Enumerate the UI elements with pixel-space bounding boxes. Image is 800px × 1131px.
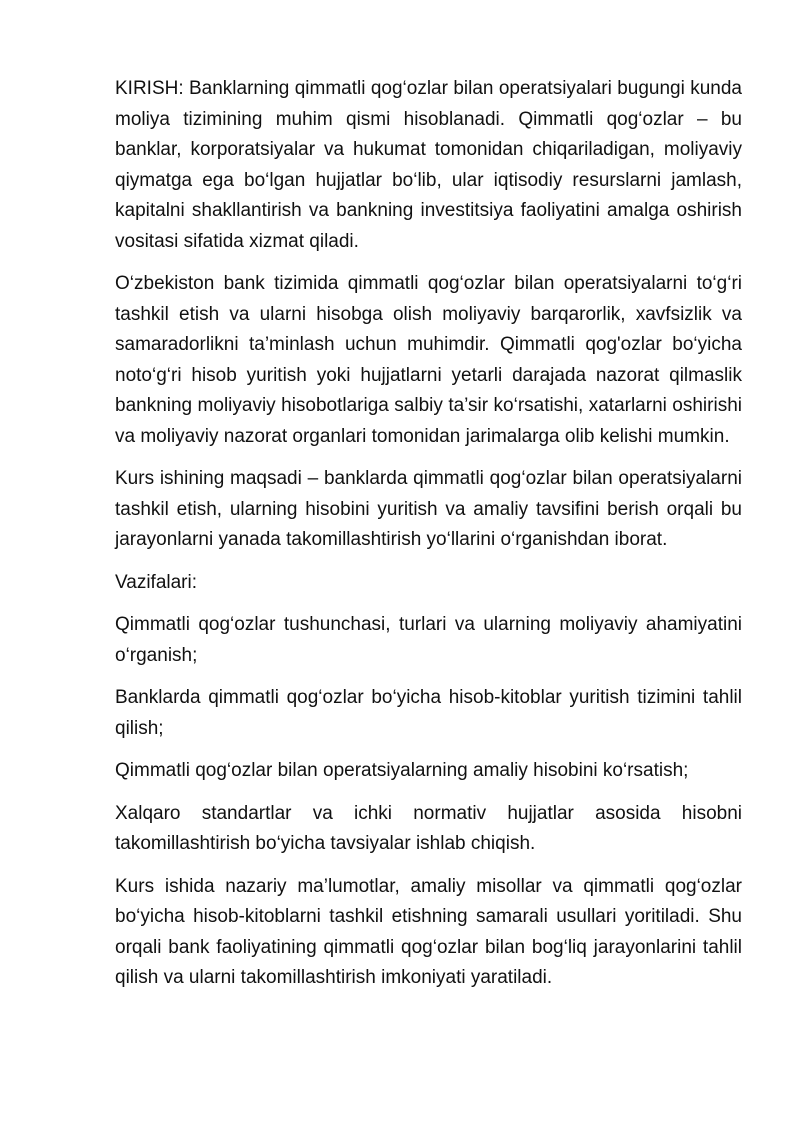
task-item-2: Banklarda qimmatli qog‘ozlar bo‘yicha hisob-kitoblar yuritish tizimini tahlil qilish; — [115, 687, 742, 739]
intro-paragraph: KIRISH: Banklarning qimmatli qog‘ozlar bilan operatsiyalari bugungi kunda moliya tizimining muhim qismi hisoblanadi. Qimmatli qog‘ozlar – bu banklar, korporatsiyalar va hukumat tomonidan chiqariladigan, moliyaviy qiymatga ega bo‘lgan hujjatlar bo‘lib, ular iqtisodiy resurslarni jamlash, kapitalni shakllantirish va bankning investitsiya faoliyatini amalga oshirish vositasi sifatida xizmat qiladi. — [115, 78, 742, 252]
document-page — [115, 74, 742, 1006]
tasks-heading: Vazifalari: — [115, 571, 198, 593]
conclusion-paragraph: Kurs ishida nazariy ma’lumotlar, amaliy misollar va qimmatli qog‘ozlar bo‘yicha hisob-kitoblarni tashkil etishning samarali usullari yoritiladi. Shu orqali bank faoliyatining qimmatli qog‘ozlar bilan bog‘liq jarayonlarini tahlil qilish va ularni takomillashtirish imkoniyati yaratiladi. — [115, 875, 742, 988]
task-item-1: Qimmatli qog‘ozlar tushunchasi, turlari va ularning moliyaviy ahamiyatini o‘rganish; — [115, 614, 742, 666]
task-item-3: Qimmatli qog‘ozlar bilan operatsiyalarning amaliy hisobini ko‘rsatish; — [115, 760, 689, 781]
context-paragraph: O‘zbekiston bank tizimida qimmatli qog‘ozlar bilan operatsiyalarni to‘g‘ri tashkil etish va ularni hisobga olish moliyaviy barqarorlik, xavfsizlik va samaradorlikni ta’minlash uchun muhimdir. Qimmatli qog'ozlar bo‘yicha noto‘g‘ri hisob yuritish yoki hujjatlarni yetarli darajada nazorat qilmaslik bankning moliyaviy hisobotlariga salbiy ta’sir ko‘rsatishi, xatarlarni oshirishi va moliyaviy nazorat organlari tomonidan jarimalarga olib kelishi mumkin. — [115, 273, 742, 447]
goal-paragraph: Kurs ishining maqsadi – banklarda qimmatli qog‘ozlar bilan operatsiyalarni tashkil etish, ularning hisobini yuritish va amaliy tavsifini berish orqali bu jarayonlarni yanada takomillashtirish yo‘llarini o‘rganishdan iborat. — [115, 468, 742, 550]
task-item-4: Xalqaro standartlar va ichki normativ hujjatlar asosida hisobni takomillashtirish bo‘yicha tavsiyalar ishlab chiqish. — [115, 802, 742, 854]
